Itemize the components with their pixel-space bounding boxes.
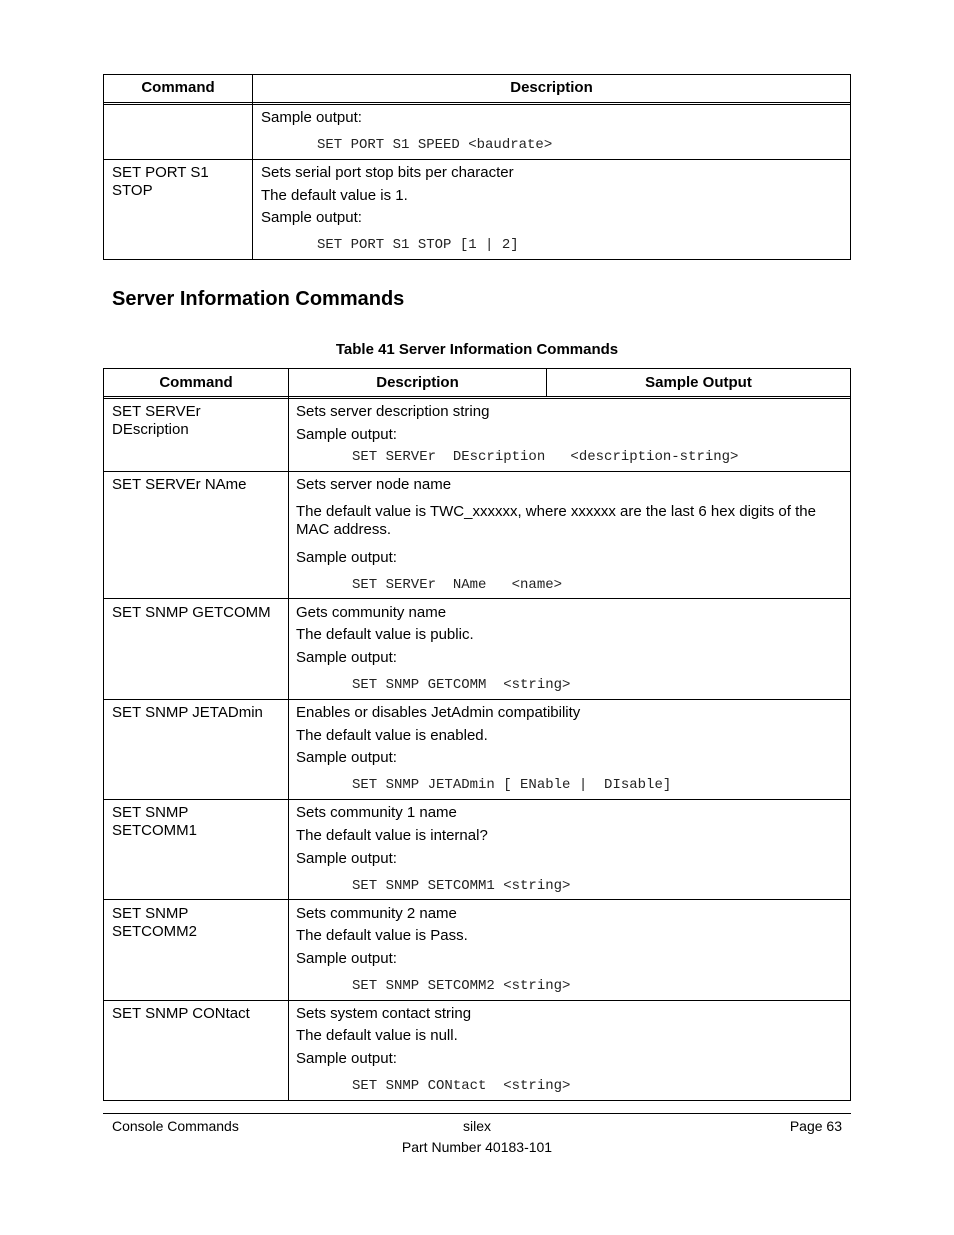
table-41-row-6-line-1: Sets community 2 name [296,905,457,922]
table-41-row-7-line-2: The default value is null. [296,1027,458,1044]
table-1-row-2-line-2: The default value is 1. [261,187,408,204]
table-41-header-sample-output: Sample Output [645,374,752,391]
table-1-row-2-code: SET PORT S1 STOP [1 | 2] [317,237,519,253]
table-41-row-1-line-1: Sets server description string [296,403,490,420]
table-1-row-1-line-1: Sample output: [261,109,362,126]
table-41-row-5-line-1: Sets community 1 name [296,804,457,821]
table-41-header-description: Description [376,374,459,391]
table-41-row-6-code: SET SNMP SETCOMM2 <string> [352,978,571,994]
table-41-row-6-line-2: The default value is Pass. [296,927,468,944]
table-41-row-4-command: SET SNMP JETADmin [112,704,263,721]
table-41-row-5-command: SET SNMP SETCOMM1 [112,804,198,839]
table-41-row-2-line-3: Sample output: [296,549,397,566]
footer-rule [103,1113,851,1114]
table-1-header-description: Description [510,79,593,96]
table-41-header-command: Command [159,374,233,391]
table-41-row-6-command: SET SNMP SETCOMM2 [112,905,198,940]
table-1-row-2-line-3: Sample output: [261,209,362,226]
table-41-row-4-code: SET SNMP JETADmin [ ENable | DIsable] [352,777,672,793]
table-1-row-2-command: SET PORT S1 STOP [112,164,209,199]
table-41-row-2-line-1: Sets server node name [296,476,452,493]
table-1-row-2-line-1: Sets serial port stop bits per character [261,164,514,181]
table-41-row-5-line-3: Sample output: [296,850,397,867]
section-title: Server Information Commands [112,288,405,310]
table-41-row-4-line-1: Enables or disables JetAdmin compatibility [296,704,581,721]
table-41-row-3-line-2: The default value is public. [296,626,474,643]
footer-page-number: Page 63 [789,1118,842,1134]
footer-center: silex [462,1118,491,1134]
table-1-row-1-code: SET PORT S1 SPEED <baudrate> [317,137,553,153]
table-41-row-4-line-2: The default value is enabled. [296,727,488,744]
table-41-row-7-line-1: Sets system contact string [296,1005,472,1022]
table-41-row-2-line-2: The default value is TWC_xxxxxx, where xxxxxx are the last 6 hex digits of the MAC address. [296,503,816,538]
table-41-row-1-command: SET SERVEr DEscription [112,403,201,438]
table-41-row-5-code: SET SNMP SETCOMM1 <string> [352,878,571,894]
footer-left: Console Commands [112,1118,239,1134]
table-41-row-3-command: SET SNMP GETCOMM [112,604,271,621]
table-caption: Table 41 Server Information Commands [335,341,619,358]
table-41-row-7-line-3: Sample output: [296,1050,397,1067]
table-1-header-command: Command [141,79,215,96]
table-41-row-1-line-2: Sample output: [296,426,397,443]
table-41-row-2-command: SET SERVEr NAme [112,476,247,493]
table-41-row-3-code: SET SNMP GETCOMM <string> [352,677,571,693]
table-41-row-7-command: SET SNMP CONtact [112,1005,250,1022]
table-41-row-6-line-3: Sample output: [296,950,397,967]
footer-part-number: Part Number 40183-101 [401,1139,553,1155]
table-41-row-2-code: SET SERVEr NAme <name> [352,577,563,593]
table-41-row-4-line-3: Sample output: [296,749,397,766]
table-41-row-7-code: SET SNMP CONtact <string> [352,1078,571,1094]
table-41-row-1-code: SET SERVEr DEscription <description-string> [352,449,739,465]
table-41-row-3-line-3: Sample output: [296,649,397,666]
table-41-row-3-line-1: Gets community name [296,604,447,621]
table-41-row-5-line-2: The default value is internal? [296,827,488,844]
